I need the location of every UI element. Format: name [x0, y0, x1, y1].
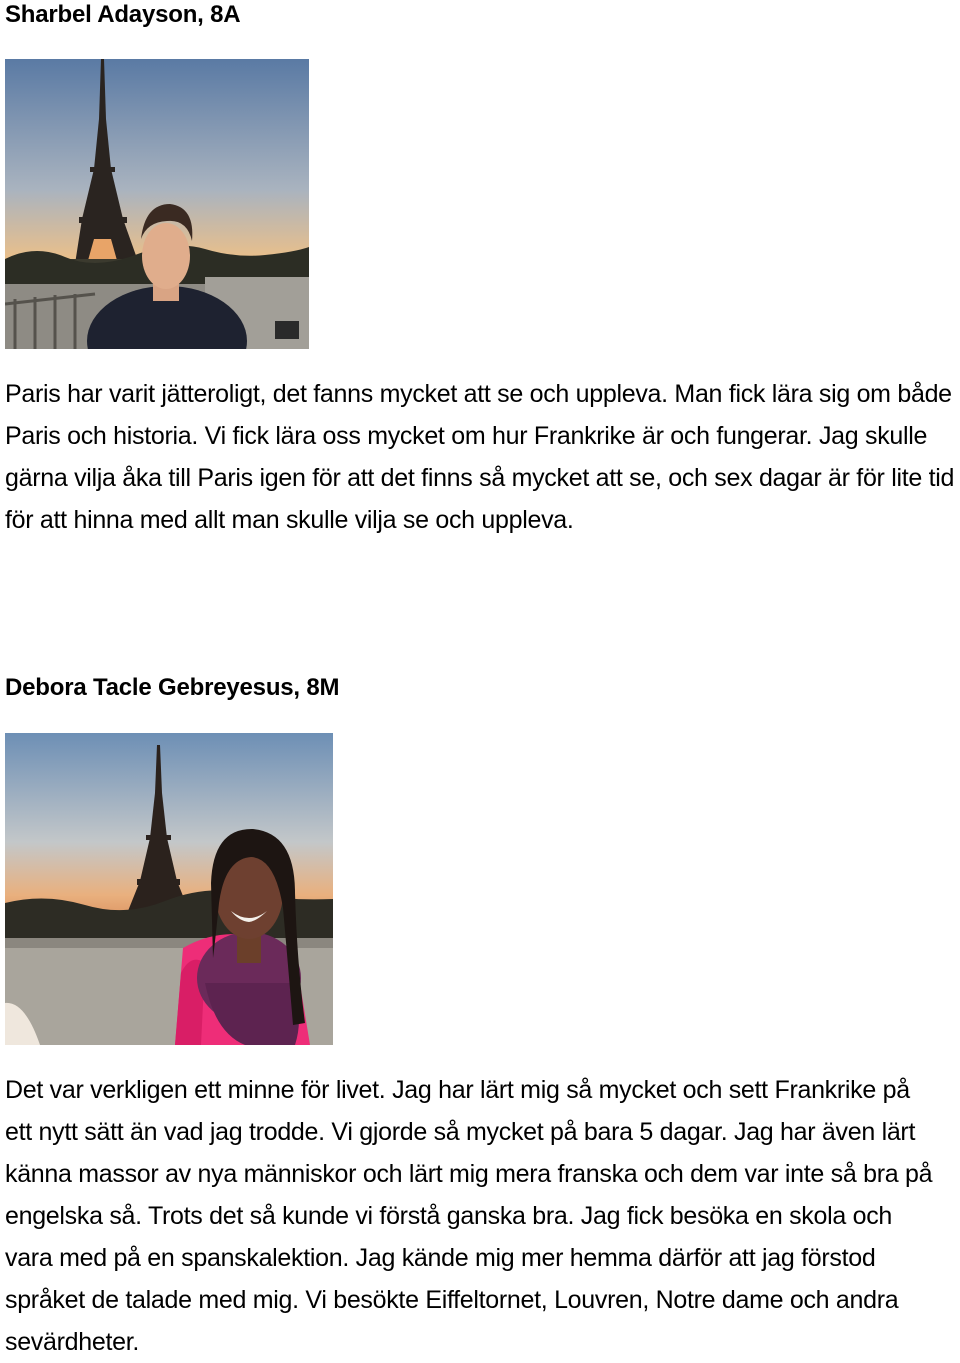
- eiffel-tower-girl-image: [5, 733, 333, 1045]
- entry-2-name: Debora Tacle Gebreyesus, 8M: [5, 674, 340, 701]
- entry-2-text: Det var verkligen ett minne för livet. Jag har lärt mig så mycket och sett Frankrike på ett nytt sätt än vad jag trodde. Vi gjorde så mycket på bara 5 dagar. Jag har även lärt känna massor av nya människor och lärt mig mera franska och dem var inte så bra på engelska så. Trots det så kunde vi förstå ganska bra. Jag fick besöka en skola och vara med på en spanskalektion. Jag kände mig mer hemma därför att jag förstod språket de talade med mig. Vi besökte Eiffeltornet, Louvren, Notre dame och andra sevärdheter.: [5, 1076, 933, 1356]
- entry-2-photo: [5, 733, 333, 1045]
- entry-1-name: Sharbel Adayson, 8A: [5, 1, 241, 28]
- entry-1-text: Paris har varit jätteroligt, det fanns mycket att se och uppleva. Man fick lära sig om både Paris och historia. Vi fick lära oss mycket om hur Frankrike är och fungerar. Jag skulle gärna vilja åka till Paris igen för att det finns så mycket att se, och sex dagar är för lite tid för att hinna med allt man skulle vilja se och uppleva.: [5, 380, 955, 534]
- eiffel-tower-boy-image: [5, 59, 309, 349]
- entry-1-photo: [5, 59, 309, 349]
